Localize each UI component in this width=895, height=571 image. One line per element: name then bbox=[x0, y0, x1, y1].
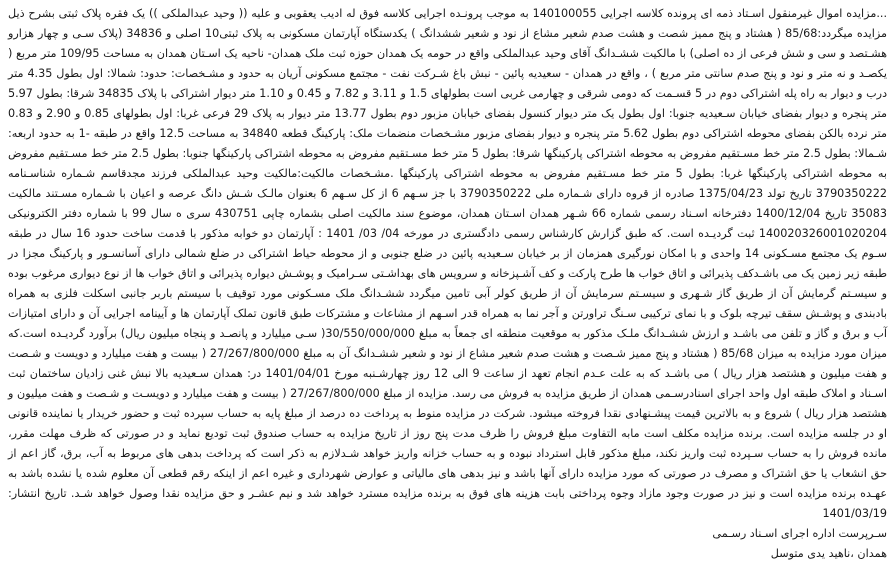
notice-document bbox=[8, 4, 887, 564]
signature-name: همدان ،ناهید یدی متوسل bbox=[770, 547, 887, 560]
notice-body: ...مزایده اموال غیرمنقول اسـتاد ذمه ای پرونده کلاسه اجرایی 140100055 به موجب پرونـده اجرایی کلاسه فوق له ادیب یعقوبی و علیه (( وحید عبدالملکی )) یک فقره پلاک ثبتی بشرح ذیل مزایده میگردد:85/68 ( هشتاد و پنج ممیز شصت و هشت صدم شعیر مشاع از نود و شعیر ششدانگ ) یکدستگاه آپارتمان مسکونی به پلاک ثبتی10 اصلی و 34836 (پلاک سـی و چهار هزارو هشـتصد و سی و شش فرعی از ده اصلی) با مالکیت ششـدانگ آقای وحید عبدالملکی واقع در حومه یک همدان حوزه ثبت ملک همدان- ناحیه یک اسـتان همدان به مساحت 109/95 متر مربع ( یکصـد و نه متر و نود و پنج صدم سانتی متر مربع ) ، واقع در همدان - سعیدیه پائین - نبش باغ شـرکت نفت - مجتمع مسکونی آریان به حدود و مشـخصات: حدود: شمالا: اول بطول 4.35 متر درب و دیوار به راه پله اشتراکی دوم در 5 قسـمت که دومی شرقی و چهارمی غربی است بطولهای 1.5 و 3.11 و 7.82 و 0.45 و 1.10 متر دیوار اشتراکی با پلاک 34835 شرقا: بطول 5.97 متر پنجره و دیوار بفضای خیابان سـعیدیه جنوبا: اول بطول یک متر دیوار کنسول بفضای خیابان مزبور دوم بطول 13.77 متر دیوار به پلاک 29 فرعی غربا: اول بطولهای 0.85 و 2.90 و 0.83 متر نرده بالکن بفضای محوطه اشتراکی دوم بطول 5.62 متر پنجره و دیوار بفضای مزبور مشـخصات منضمات ملک: پارکینگ قطعه 34840 به مساحت 12.5 واقع در طبقه -1 به حدود اربعه: شـمالا: بطول 2.5 متر خط مسـتقیم مفروض به محوطه اشتراکی پارکینگها شرقا: بطول 5 متر خط مسـتقیم مفروض به محوطه اشتراکی پارکینگها جنوبا: بطول 2.5 متر خط مسـتقیم مفروض به محوطه اشتراکی پارکینگها غربا: بطول 5 متر خط مسـتقیم مفروض به محوطه اشتراکی پارکینگها .مشـخصات مالکیت:مالکیت وحید عبدالملکی فرزند مجدقاسم شـماره شناسـنامه 3790350222 تاریخ تولد 1375/04/23 صادره از قروه دارای شـماره ملی 3790350222 با جز سـهم 6 از کل سـهم 6 بعنوان مالـک شـش دانگ عرصه و اعیان با شـماره مسـتند مالکیت 35083 تاریخ 1400/12/04 دفترخانه اسـناد رسمی شماره 66 شـهر همدان اسـتان همدان، موضوع سند مالکیت اصلی بشماره چاپی 430751 سری ه سال 99 با شماره دفتر الکترونیکی 140020326001020204 ثبت گردیـده است. که طبق گزارش کارشناس رسمی دادگستری در مورخه 04/ 03/ 1401 : آپارتمان دو خوابه مذکور با قدمت ساخت حدود 16 سال در طبقه سـوم یک مجتمع مسـکونی 14 واحدی و با امکان نورگیری همزمان از بر خیابان سـعیدیه پائین در ضلع جنوبی و از محوطه حیاط اشتراکی در ضلع شمالی دارای آسانسـور و پارکینگ مجزا در طبقه زیر زمین یک می باشـدکف پذیرائی و اتاق خواب ها طرح پارکت و کف آشـپزخانه و سرویس های بهداشـتی سـرامیک و پوشـش دیواره پذیرائی و اتاق خواب ها از نوع دیواری مرغوب بوده و سیسـتم گرمایش آن از طریق گاز شـهری و سیسـتم سرمایش آن از طریق کولر آبی تامین میگردد ششـدانگ ملک مسـکونی مورد توقیف با سیستم باربر جانبی اسکلت فلزی به همراه بادبندی و پوشـش سقف تیرچه بلوک و با نمای ترکیبی سـنگ تراورتن و آجر نما به همراه قدر اسـهم از مشاعات و مشترکات طبق قانون تملک آپارتمان ها و آیینامه اجرایی آن و دارای امتیازات آب و برق و گاز و تلفن می باشـد و ارزش ششـدانگ ملـک مذکور به موقعیت منطقه ای جمعاً به مبلغ 30/550/000/000( سـی میلیارد و پانصـد و پنجاه میلیون ریال) برآورد گردیـده است.که میزان مورد مزایده به میزان 85/68 ( هشتاد و پنج ممیز شـصت و هشت صدم شعیر مشاع از نود و شعیر ششـدانگ آن به مبلغ 27/267/800/000 ( بیست و هفت میلیارد و دویست و شـصت و هفت میلیون و هشتصد هزار ریال ) می باشـد که به علت عـدم انجام تعهد از ساعت 9 الی 12 روز چهارشـنبه مورخ 1401/04/01 در: همدان سـعیدیه بالا نبش غنی زادیان ساختمان ثبت اسـناد و املاک طبقه اول واحد اجرای اسنادرسـمی همدان از طریق مزایده به فروش می رسد. مزایده از مبلغ 27/267/800/000 ( بیست و هفت میلیارد و دویسـت و شـصت و هفت میلیون و هشتصد هزار ریال ) شروع و به بالاترین قیمت پیشـنهادی نقدا فروخته میشود. شرکت در مزایده منوط به پرداخت ده درصد از مبلغ پایه به حساب سپرده ثبت و حضور خریدار یا نماینده قانونی او در جلسه مزایده است. برنده مزایده مکلف است مابه التفاوت مبلغ فروش را ظرف مدت پنج روز از تاریخ مزایده به حساب صندوق ثبت تودیع نماید و در صورتی که ظرف مهلت مقرر، مانده فروش را به حساب سـپرده ثبت واریز نکند، مبلغ مذکور قابل استرداد نبوده و به حساب خزانه واریز خواهد شـدلازم به ذکر است که پرداخت بدهی های مربوط به آب، برق، گاز اعم از حق انشعاب یا حق اشتراک و مصرف در صورتی که مورد مزایده دارای آنها باشد و نیز بدهی های مالیاتی و عوارض شهرداری و غیره اعم از اینکه رقم قطعی آن معلوم شده یا نشده باشد به عهـده برنده مزایده است و نیز در صورت وجود مازاد وجوه پرداختی بابت هزینه های فوق به برنده مزایده مسترد خواهد شد و نیم عشـر و حق مزایده نقدا وصول خواهد شـد. تاریخ انتشار: 1401/03/19 bbox=[8, 7, 888, 520]
signature-role: سـرپرست اداره اجرای اسـناد رسـمی bbox=[712, 527, 887, 540]
